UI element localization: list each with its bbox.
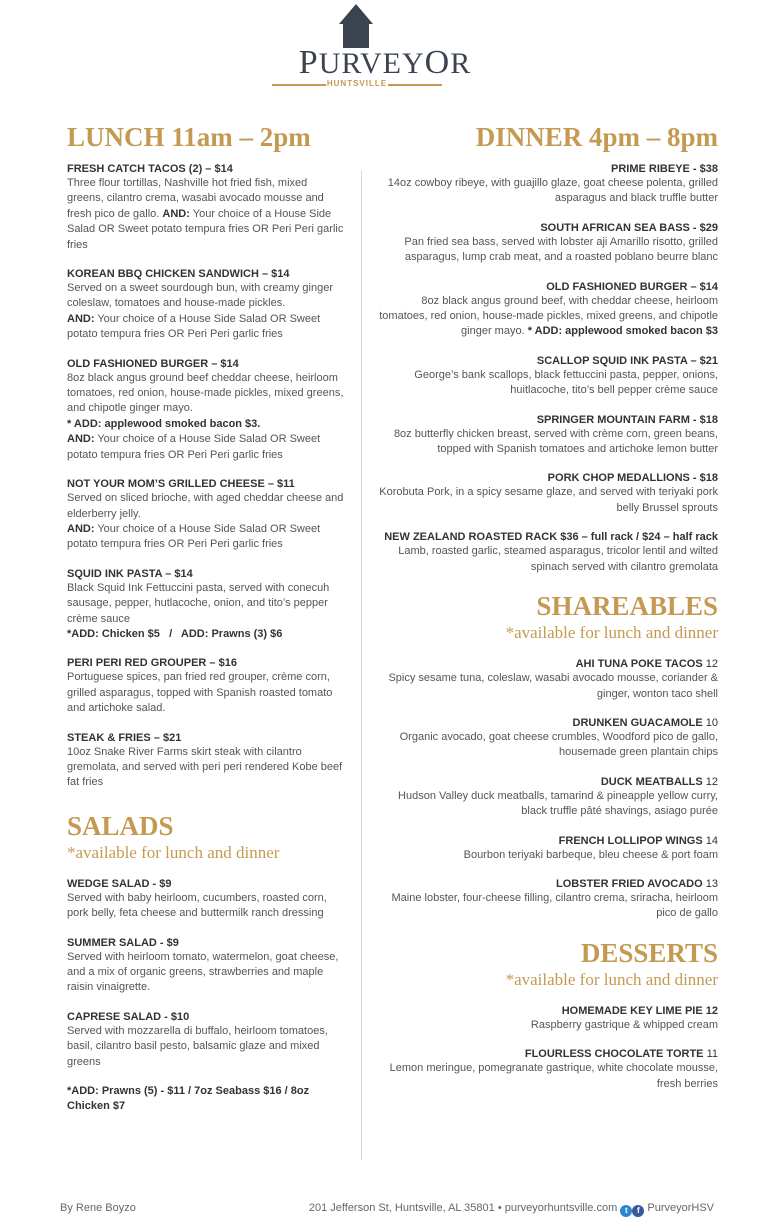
menu-item	[372, 413, 718, 458]
menu-item-description: Spicy sesame tuna, coleslaw, wasabi avocado mousse, coriander & ginger, wonton taco shell	[388, 672, 718, 700]
menu-item-name: CAPRESE SALAD - $10	[67, 1010, 190, 1023]
menu-item	[67, 936, 345, 996]
salad-items	[67, 877, 345, 1070]
menu-item-description: Black Squid Ink Fettuccini pasta, served with conecuh sausage, pepper, hutlacoche, onion, and tito’s pepper crème sauce	[67, 581, 330, 625]
menu-item-price: 12	[705, 658, 718, 671]
menu-item-description: Lemon meringue, pomegranate gastrique, white chocolate mousse, fresh berries	[389, 1062, 718, 1090]
menu-item-description: * ADD: applewood smoked bacon $3.	[67, 417, 261, 430]
menu-item	[67, 162, 345, 253]
menu-item-description: Three flour tortillas, Nashville hot fried fish, mixed greens, cilantro crema, wasabi avocado mousse and fresh pico de gallo. AND: Your choice of a House Side Salad OR Sweet potato tempura fries OR Peri Peri garlic fries	[67, 177, 344, 251]
salads-add-ons: *ADD: Prawns (5) - $11 / 7oz Seabass $16 / 8oz Chicken $7	[67, 1085, 310, 1113]
brand-location-row	[272, 80, 442, 92]
menu-item-name: FRENCH LOLLIPOP WINGS 14	[558, 834, 718, 847]
salads-title: SALADS	[67, 810, 174, 841]
menu-item	[372, 530, 718, 575]
shareables-subtitle: *available for lunch and dinner	[505, 623, 718, 643]
menu-item-name: WEDGE SALAD - $9	[67, 877, 172, 890]
brand-location: HUNTSVILLE	[326, 79, 388, 88]
menu-item-name: SOUTH AFRICAN SEA BASS - $29	[540, 221, 718, 234]
menu-item	[67, 357, 345, 463]
menu-item-description: 8oz black angus ground beef cheddar cheese, heirloom tomatoes, red onion, house-made pickles, mixed greens, and chipotle ginger mayo.	[67, 371, 344, 415]
menu-item	[67, 567, 345, 643]
menu-item	[372, 354, 718, 399]
facebook-icon[interactable]: f	[632, 1205, 644, 1217]
menu-item-price: 12	[705, 775, 718, 788]
menu-item	[372, 1047, 718, 1092]
footer-address: 201 Jefferson St, Huntsville, AL 35801 • purveyorhuntsville.com	[308, 1202, 618, 1214]
menu-item	[67, 1010, 345, 1070]
menu-item	[67, 731, 345, 791]
menu-item-description: Korobuta Pork, in a spicy sesame glaze, and served with teriyaki pork belly Brussel sprouts	[379, 486, 718, 514]
dessert-items	[372, 1004, 718, 1092]
menu-item-description: 8oz butterfly chicken breast, served with crème corn, green beans, topped with Spanish tomatoes and artichoke lemon butter	[393, 427, 718, 456]
menu-item-name: OLD FASHIONED BURGER – $14	[546, 280, 718, 293]
menu-item-description: Lamb, roasted garlic, steamed asparagus, tricolor lentil and wilted spinach served with cilantro gremolata	[398, 545, 718, 573]
menu-item	[372, 834, 718, 863]
menu-item-description: Served with baby heirloom, cucumbers, roasted corn, pork belly, feta cheese and buttermilk ranch dressing	[67, 891, 327, 920]
menu-item-description: Pan fried sea bass, served with lobster aji Amarillo risotto, grilled asparagus, lump crab meat, and a roasted poblano beurre blanc	[404, 235, 718, 264]
menu-item-name: SQUID INK PASTA – $14	[67, 567, 193, 580]
menu-item-description: 10oz Snake River Farms skirt steak with cilantro gremolata, and served with peri peri rendered Kobe beef fat fries	[67, 745, 343, 789]
menu-item-description: Organic avocado, goat cheese crumbles, Woodford pico de gallo, housemade green plantain chips	[399, 730, 718, 759]
menu-item-description: Served with heirloom tomato, watermelon, goat cheese, and a mix of organic greens, strawberries and maple raisin vinaigrette.	[67, 950, 339, 994]
menu-item-description: Served with mozzarella di buffalo, heirloom tomatoes, basil, cilantro basil pesto, balsamic glaze and mixed greens	[67, 1024, 328, 1068]
footer	[60, 1202, 714, 1216]
menu-item-name: FLOURLESS CHOCOLATE TORTE 11	[524, 1048, 718, 1061]
menu-item-name: SUMMER SALAD - $9	[67, 936, 179, 949]
menu-item-description: AND: Your choice of a House Side Salad OR Sweet potato tempura fries OR Peri Peri garlic fries	[67, 522, 321, 551]
menu-item	[372, 1004, 718, 1033]
salads-subtitle: *available for lunch and dinner	[67, 842, 280, 862]
menu-item-description: Raspberry gastrique & whipped cream	[530, 1018, 718, 1031]
menu-item-description: AND: Your choice of a House Side Salad OR Sweet potato tempura fries OR Peri Peri garlic fries	[67, 433, 321, 461]
menu-item	[67, 267, 345, 343]
menu-item	[67, 656, 345, 716]
left-column	[67, 120, 345, 1115]
menu-item-name: SCALLOP SQUID INK PASTA – $21	[536, 354, 718, 367]
dinner-title: DINNER 4pm – 8pm	[475, 122, 718, 152]
menu-item-description: Portuguese spices, pan fried red grouper, crème corn, grilled asparagus, topped with Spanish roasted tomato and artichoke salad.	[67, 671, 333, 715]
menu-item	[372, 775, 718, 820]
header	[0, 0, 770, 100]
menu-item	[372, 877, 718, 922]
rule-right	[388, 84, 442, 86]
menu-item-name: KOREAN BBQ CHICKEN SANDWICH – $14	[67, 268, 290, 281]
menu-item-name: PORK CHOP MEDALLIONS - $18	[547, 472, 718, 485]
menu-item-description: Served on a sweet sourdough bun, with creamy ginger coleslaw, tomatoes and house-made pickles.	[67, 282, 333, 310]
desserts-subtitle: *available for lunch and dinner	[505, 969, 718, 989]
menu-item	[67, 477, 345, 553]
menu-item-price: 10	[705, 716, 718, 729]
twitter-icon[interactable]: t	[620, 1205, 632, 1217]
menu-item-price: 11	[706, 1048, 718, 1061]
menu-item	[372, 221, 718, 266]
menu-item-description: Bourbon teriyaki barbeque, bleu cheese & port foam	[463, 848, 718, 861]
menu-item-name: OLD FASHIONED BURGER – $14	[67, 357, 239, 370]
footer-credit: By Rene Boyzo	[60, 1202, 136, 1214]
shareables-title: SHAREABLES	[536, 591, 718, 622]
menu-item-description: 14oz cowboy ribeye, with guajillo glaze, goat cheese polenta, grilled asparagus and black truffle butter	[387, 177, 718, 205]
menu-item	[372, 162, 718, 207]
menu-item-price: 13	[705, 877, 718, 890]
column-divider	[361, 170, 362, 1160]
lunch-items	[67, 162, 345, 791]
menu-item-name: DRUNKEN GUACAMOLE 10	[572, 716, 718, 729]
menu-item-description: AND: Your choice of a House Side Salad OR Sweet potato tempura fries OR Peri Peri garlic fries	[67, 312, 321, 341]
social-handle[interactable]: PurveyorHSV	[647, 1202, 714, 1214]
menu-item	[67, 877, 345, 922]
menu-item-name: LOBSTER FRIED AVOCADO 13	[556, 877, 718, 890]
menu-item	[372, 280, 718, 340]
menu-item-description: Served on sliced brioche, with aged cheddar cheese and elderberry jelly.	[67, 492, 344, 520]
menu-item-description: Maine lobster, four-cheese filling, cilantro crema, sriracha, heirloom pico de gallo	[391, 891, 718, 920]
menu-item-name: STEAK & FRIES – $21	[67, 731, 182, 744]
menu-item-name: NOT YOUR MOM’S GRILLED CHEESE – $11	[67, 478, 295, 491]
menu-item-name: SPRINGER MOUNTAIN FARM - $18	[536, 413, 718, 426]
dinner-items	[372, 162, 718, 575]
house-logo-icon	[339, 4, 373, 48]
menu-item-description: Hudson Valley duck meatballs, tamarind & pineapple yellow curry, black truffle pâté shavings, asiago purée	[398, 789, 718, 818]
menu-item-name: HOMEMADE KEY LIME PIE 12	[561, 1004, 718, 1017]
footer-contact	[309, 1202, 714, 1217]
menu-item-description: George’s bank scallops, black fettuccini pasta, pepper, onions, huitlacoche, tito’s bell pepper crème sauce	[414, 368, 718, 397]
menu-item-name: FRESH CATCH TACOS (2) – $14	[67, 163, 233, 175]
desserts-title: DESSERTS	[580, 937, 718, 968]
menu-item-description: 8oz black angus ground beef, with cheddar cheese, heirloom tomatoes, red onion, house-made pickles, mixed greens, and chipotle ginger mayo. * ADD: applewood smoked bacon $3	[379, 294, 718, 338]
menu-item-name: PRIME RIBEYE - $38	[611, 163, 718, 175]
menu-item	[372, 716, 718, 761]
menu-item-price: 14	[705, 834, 718, 847]
brand-name: PURVEYOR	[298, 44, 472, 81]
menu-item	[372, 471, 718, 516]
right-column	[372, 120, 718, 1106]
menu-item-description: *ADD: Chicken $5 / ADD: Prawns (3) $6	[67, 627, 283, 640]
menu-item-name: PERI PERI RED GROUPER – $16	[67, 657, 237, 670]
menu-item-name: NEW ZEALAND ROASTED RACK $36 – full rack / $24 – half rack	[384, 531, 718, 544]
menu-item-name: DUCK MEATBALLS 12	[600, 775, 718, 788]
menu-item	[372, 657, 718, 702]
shareables-items	[372, 657, 718, 922]
menu-item-name: AHI TUNA POKE TACOS 12	[575, 658, 718, 671]
lunch-title: LUNCH 11am – 2pm	[67, 122, 311, 152]
